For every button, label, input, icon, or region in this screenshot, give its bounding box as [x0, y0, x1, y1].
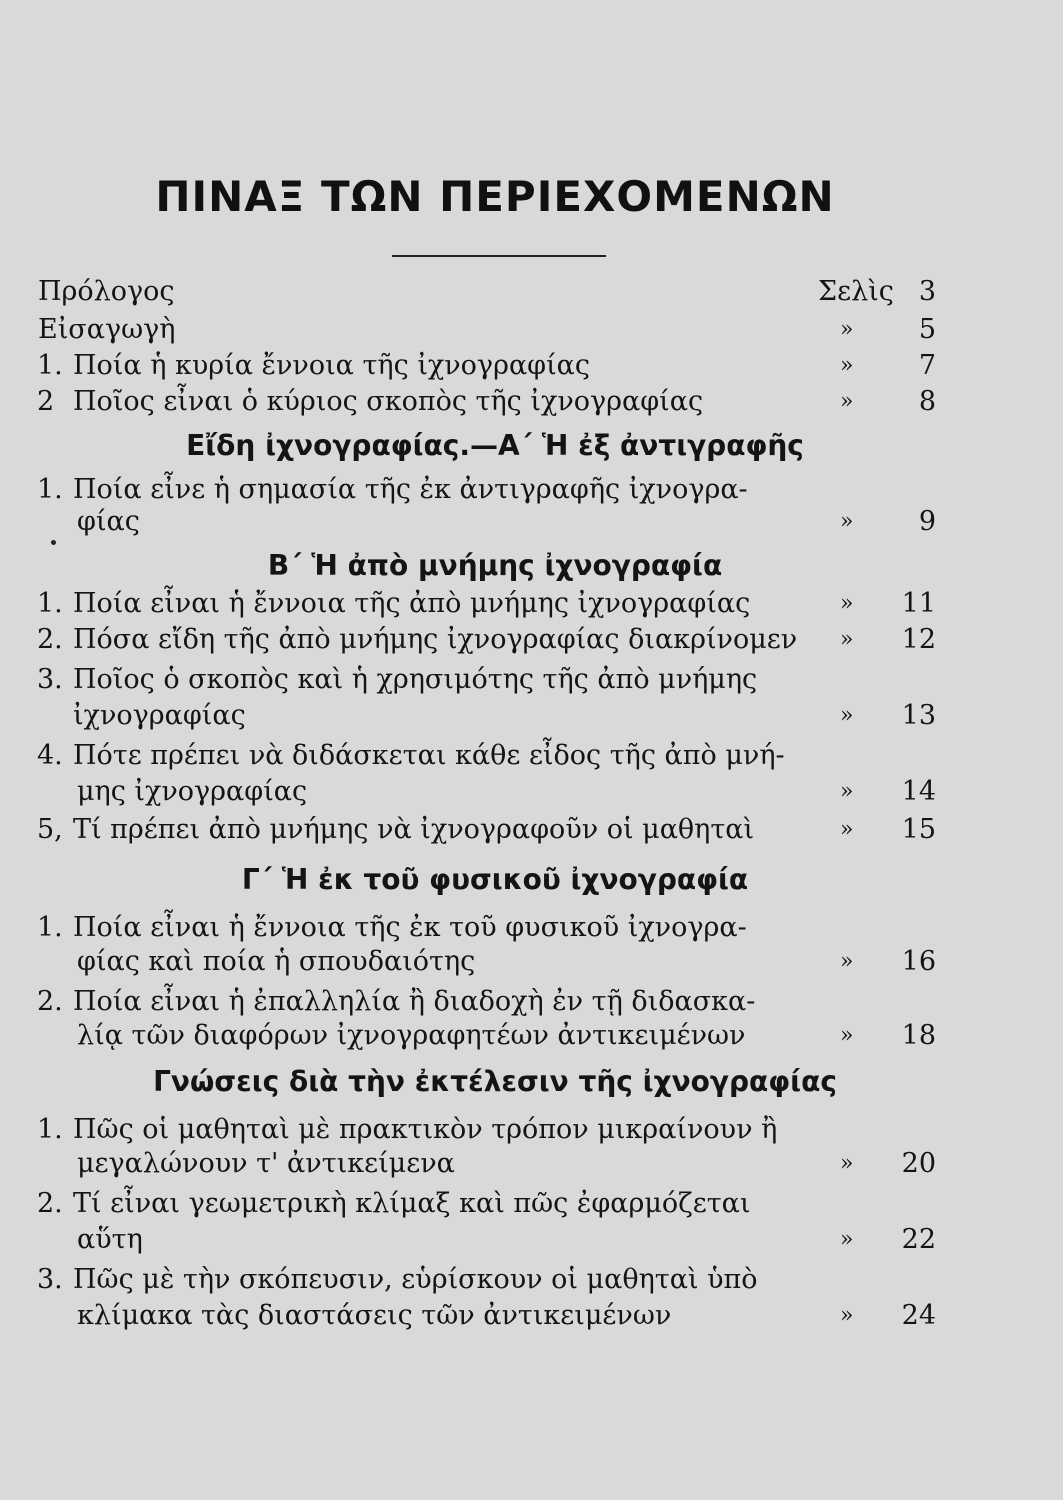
entry-text-cont: φίας: [77, 506, 140, 537]
ditto-mark: »: [840, 949, 854, 974]
page-number: 9: [918, 506, 936, 537]
entry-number: 1.: [37, 350, 63, 381]
entry-number: 3.: [37, 664, 63, 695]
page-label: Σελὶς: [818, 276, 894, 307]
entry-text: Ποία εἶναι ἡ ἔννοια τῆς ἐκ τοῦ φυσικοῦ ἰχνογρα-: [73, 912, 747, 943]
entry-text-cont: φίας καὶ ποία ἡ σπουδαιότης: [77, 946, 476, 977]
entry-text: Ποία ἡ κυρία ἔννοια τῆς ἰχνογραφίας: [73, 350, 591, 381]
section-heading-b: Β΄ Ἡ ἀπὸ μνήμης ἰχνογραφία: [267, 549, 723, 582]
entry-number: 2.: [37, 624, 63, 655]
ditto-mark: »: [840, 591, 854, 616]
page-number: 16: [901, 946, 936, 977]
page-title: ΠΙΝΑΞ ΤΩΝ ΠΕΡΙΕΧΟΜΕΝΩΝ: [155, 172, 835, 221]
entry-text-cont: αὕτη: [77, 1224, 143, 1255]
entry-text: Ποία εἶναι ἡ ἔννοια τῆς ἀπὸ μνήμης ἰχνογραφίας: [73, 588, 751, 619]
page-number: 24: [901, 1300, 936, 1331]
entry-text: Ποῖος εἶναι ὁ κύριος σκοπὸς τῆς ἰχνογραφίας: [73, 386, 704, 417]
page-number: 3: [918, 276, 936, 307]
ditto-mark: »: [840, 1151, 854, 1176]
page-number: 18: [901, 1020, 936, 1051]
ditto-mark: »: [840, 317, 854, 342]
page-number: 7: [918, 350, 936, 381]
page-number: 14: [901, 776, 936, 807]
entry-text-cont: ἰχνογραφίας: [73, 700, 246, 731]
entry-number: 3.: [37, 1264, 63, 1295]
title-rule: [392, 255, 606, 257]
entry-text: Πόσα εἴδη τῆς ἀπὸ μνήμης ἰχνογραφίας διακρίνομεν: [73, 624, 798, 655]
ditto-mark: »: [840, 703, 854, 728]
entry-number: 2: [37, 386, 55, 417]
entry-number: 2.: [37, 1188, 63, 1219]
page-number: 13: [901, 700, 936, 731]
page-number: 11: [901, 588, 936, 619]
entry-number: 1.: [37, 588, 63, 619]
entry-text: Ποῖος ὁ σκοπὸς καὶ ἡ χρησιμότης τῆς ἀπὸ μνήμης: [73, 664, 758, 695]
entry-text: Ποία εἶναι ἡ ἐπαλληλία ἢ διαδοχὴ ἐν τῇ διδασκα-: [73, 986, 756, 1017]
ditto-mark: »: [840, 779, 854, 804]
page-number: 20: [901, 1148, 936, 1179]
ditto-mark: »: [840, 1227, 854, 1252]
entry-text-cont: λίᾳ τῶν διαφόρων ἰχνογραφητέων ἀντικειμένων: [77, 1020, 746, 1051]
page-number: 8: [918, 386, 936, 417]
entry-text-cont: κλίμακα τὰς διαστάσεις τῶν ἀντικειμένων: [77, 1300, 672, 1331]
entry-text: Πῶς μὲ τὴν σκόπευσιν, εὑρίσκουν οἱ μαθηταὶ ὑπὸ: [73, 1264, 758, 1295]
section-heading-a: Εἴδη ἰχνογραφίας.—Α΄ Ἡ ἐξ ἀντιγραφῆς: [186, 429, 804, 462]
entry-text: Ποία εἶνε ἡ σημασία τῆς ἐκ ἀντιγραφῆς ἰχνογρα-: [73, 474, 748, 505]
ditto-mark: »: [840, 389, 854, 414]
entry-number: 5,: [37, 814, 63, 845]
ditto-mark: »: [840, 1303, 854, 1328]
entry-text: Πῶς οἱ μαθηταὶ μὲ πρακτικὸν τρόπον μικραίνουν ἢ: [73, 1114, 778, 1145]
entry-text: Πότε πρέπει νὰ διδάσκεται κάθε εἶδος τῆς ἀπὸ μνή-: [73, 740, 785, 771]
section-heading-d: Γνώσεις διὰ τὴν ἐκτέλεσιν τῆς ἰχνογραφίας: [153, 1065, 837, 1098]
entry-text: Τί πρέπει ἀπὸ μνήμης νὰ ἰχνογραφοῦν οἱ μαθηταὶ: [73, 814, 755, 845]
entry-number: 1.: [37, 912, 63, 943]
ditto-mark: »: [840, 817, 854, 842]
entry-text: Τί εἶναι γεωμετρικὴ κλίμαξ καὶ πῶς ἐφαρμόζεται: [73, 1188, 751, 1219]
page-number: 15: [901, 814, 936, 845]
entry-text-cont: μης ἰχνογραφίας: [77, 776, 308, 807]
page-number: 12: [901, 624, 936, 655]
ditto-mark: »: [840, 1023, 854, 1048]
section-heading-c: Γ΄ Ἡ ἐκ τοῦ φυσικοῦ ἰχνογραφία: [241, 863, 749, 896]
entry-number: 1.: [37, 1114, 63, 1145]
entry-number: 4.: [37, 740, 63, 771]
entry-number: 2.: [37, 986, 63, 1017]
page-number: 5: [918, 314, 936, 345]
entry-number: 1.: [37, 474, 63, 505]
entry-text: Εἰσαγωγὴ: [38, 314, 176, 345]
ditto-mark: »: [840, 509, 854, 534]
entry-text: Πρόλογος: [38, 276, 175, 307]
page-number: 22: [901, 1224, 936, 1255]
ditto-mark: »: [840, 353, 854, 378]
ditto-mark: »: [840, 627, 854, 652]
entry-text-cont: μεγαλώνουν τ' ἀντικείμενα: [77, 1148, 455, 1179]
